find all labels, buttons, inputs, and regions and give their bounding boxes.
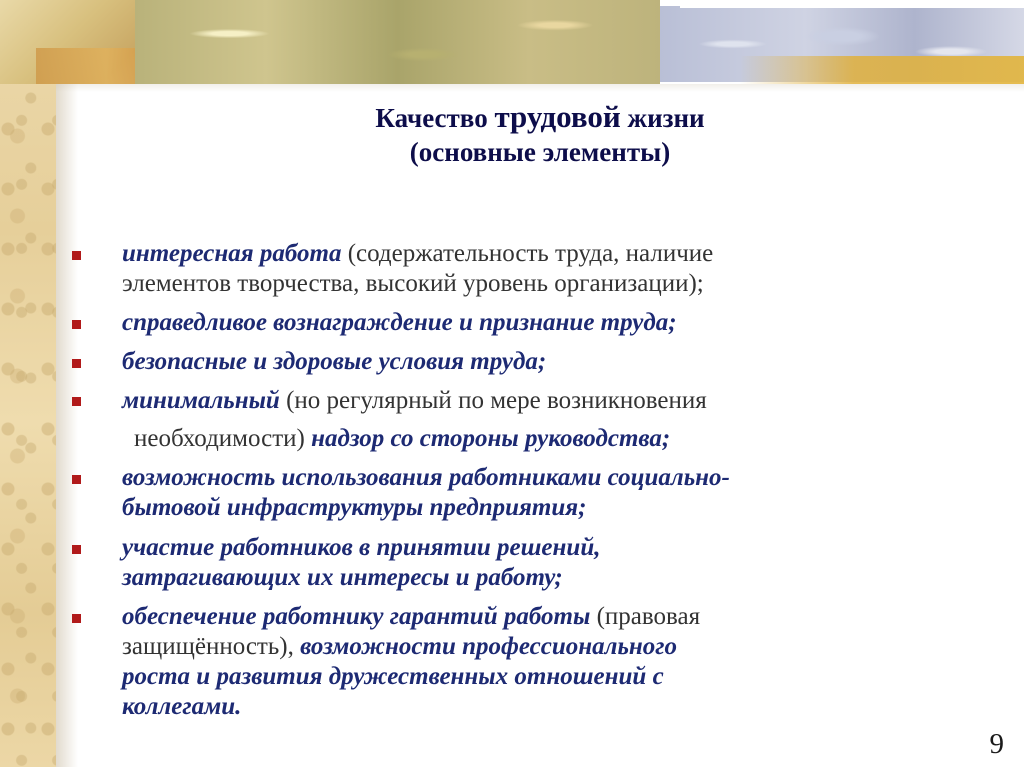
list-item-line: [122, 463, 730, 493]
item-text: защищённость),: [122, 633, 301, 660]
list-item-line: [122, 563, 563, 593]
list-item-line: [122, 662, 664, 692]
bullet-marker: [72, 397, 81, 406]
item-emphasis: справедливое вознаграждение и признание труда;: [122, 309, 677, 336]
list-item-line: [122, 347, 546, 377]
list-item-line: [134, 424, 670, 454]
slide-subtitle: (основные элементы): [409, 137, 671, 167]
title-emphasis: трудовой: [494, 99, 621, 134]
bullet-marker: [72, 359, 81, 368]
list-item-line: [122, 239, 713, 269]
bullet-marker: [72, 251, 81, 260]
bullet-marker: [72, 475, 81, 484]
title-suffix: жизни: [620, 103, 705, 133]
item-emphasis: участие работников в принятии решений,: [122, 534, 601, 561]
item-emphasis: бытовой инфраструктуры предприятия;: [122, 494, 587, 521]
item-text: необходимости): [134, 425, 312, 452]
list-item-line: [122, 692, 241, 722]
item-emphasis: интересная работа: [122, 240, 342, 267]
item-emphasis: минимальный: [122, 387, 280, 414]
bullet-marker: [72, 545, 81, 554]
item-emphasis: обеспечение работнику гарантий работы: [122, 603, 591, 630]
list-item-line: [122, 493, 586, 523]
list-item-line: [122, 269, 704, 299]
list-item-line: [122, 602, 700, 632]
item-emphasis: надзор со стороны руководства;: [311, 425, 671, 452]
bullet-marker: [72, 614, 81, 623]
title-prefix: Качество: [375, 103, 495, 133]
item-emphasis: возможности профессионального: [300, 633, 678, 660]
item-text: (правовая: [590, 603, 701, 630]
bullet-marker: [72, 320, 81, 329]
item-emphasis: возможность использования работниками социально-: [122, 464, 730, 491]
list-item-line: [122, 533, 600, 563]
page-number: 9: [989, 728, 1004, 760]
item-emphasis: затрагивающих их интересы и работу;: [122, 564, 563, 591]
item-text: (но регулярный по мере возникновения: [279, 387, 707, 414]
list-item-line: [122, 632, 677, 662]
item-emphasis: роста и развития дружественных отношений с: [122, 663, 664, 690]
list-item-line: [122, 386, 707, 416]
item-text: (содержательность труда, наличие: [341, 240, 714, 267]
item-text: элементов творчества, высокий уровень организации);: [122, 270, 704, 297]
item-emphasis: коллегами.: [122, 693, 242, 720]
list-item-line: [122, 308, 677, 338]
item-emphasis: безопасные и здоровые условия труда;: [122, 348, 547, 375]
